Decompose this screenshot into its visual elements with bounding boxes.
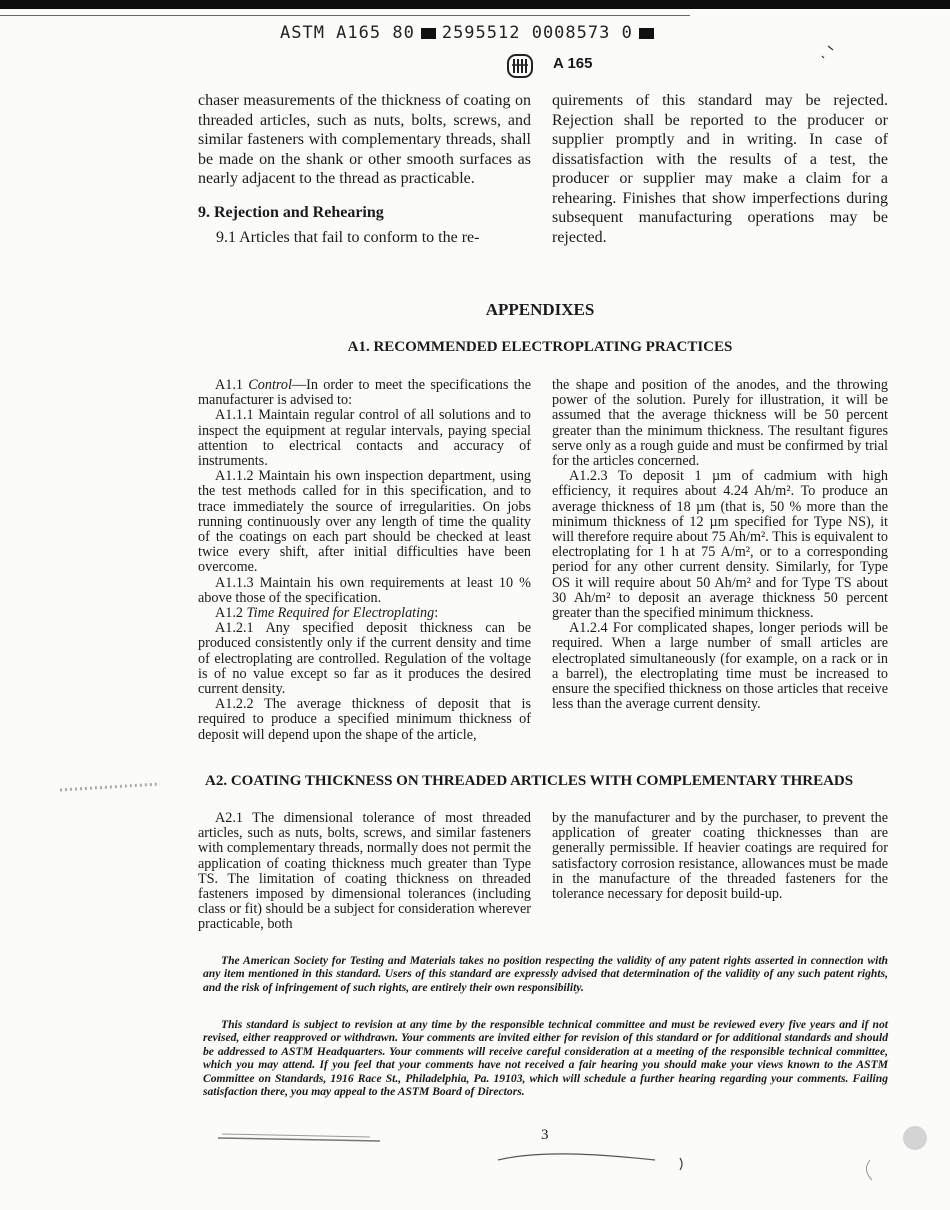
a1-paragraph: A1.1.3 Maintain his own requirements at least 10 % above those of the specification. — [198, 574, 531, 606]
patent-notice: The American Society for Testing and Materials takes no position respecting the validity of any patent rights asserted in connection with any item mentioned in this standard. Users of this standard are expressly advised that determination of the validity of any such patent rights, and the risk of infringement of such rights, are entirely their own responsibility. — [203, 954, 888, 994]
a1-continued-paragraph: the shape and position of the anodes, and the throwing power of the solution. Purely for illustration, it will be assumed that the average thickness will be 50 percent greater than the minimum thickness. The resultant figures serve only as a rough guide and must be confirmed by trial for the articles concerned. — [552, 377, 888, 470]
page-number: 3 — [541, 1127, 549, 1143]
a1-paragraph: A1.2 Time Required for Electroplating: — [215, 605, 439, 622]
header-middle-code: 2595512 0008573 0 — [441, 23, 633, 43]
designation-label: A 165 — [553, 55, 593, 72]
a1-paragraph: A1.2.4 For complicated shapes, longer periods will be required. When a large number of small articles are electroplated simultaneously (for example, on a rack or in a barrel), the electroplating time must be increased to ensure the specified thickness on those articles that receive less than the average current density. — [552, 620, 888, 713]
a1-paragraph: A1.1.1 Maintain regular control of all solutions and to inspect the equipment at regular intervals, paying special attention to electrical contacts and accuracy of instruments. — [198, 407, 532, 470]
continued-paragraph: chaser measurements of the thickness of coating on threaded articles, such as nuts, bolts, screws, and similar fasteners with complementary threads, shall be made on the shank or other smooth surfaces as nearly adjacent to the thread as practicable. — [198, 92, 531, 187]
a1-paragraph: A1.2.3 To deposit 1 µm of cadmium with high efficiency, it requires about 4.24 Ah/m². To produce an average thickness of 18 µm (that is, 50 % more than the minimum thickness of 12 µm specified for Type NS), it will therefore require about 75 Ah/m². This is equivalent to electroplating for 1 h at 75 A/m², or to a corresponding period for any other current density. Similarly, for Type OS it will require about 50 Ah/m² and for Type TS about 30 Ah/m² to deposit an average thickness 50 percent greater than the specified minimum thickness. — [552, 468, 888, 622]
a1-paragraph: A1.1.2 Maintain his own inspection department, using the test methods called for in this specification, and to trace immediately the source of irregularities. On jobs running continuously over any length of time the quality of the coatings on each part should be checked at least twice every shift, after initial difficulties have been overcome. — [198, 468, 532, 576]
revision-notice: This standard is subject to revision at any time by the responsible technical committee and must be reviewed every five years and if not revised, either reapproved or withdrawn. Your comments are invited either for revision of this standard or for additional standards and should be addressed to ASTM Headquarters. Your comments will receive careful consideration at a meeting of the responsible technical committee, which you may attend. If you feel that your comments have not received a fair hearing you should make your views known to the ASTM Committee on Standards, 1916 Race St., Philadelphia, Pa. 19103, which will schedule a further hearing regarding your comments. Failing satisfaction there, you may appeal to the ASTM Board of Directors. — [203, 1018, 888, 1099]
appendix-a1-title: A1. RECOMMENDED ELECTROPLATING PRACTICES — [347, 339, 733, 355]
appendixes-title: APPENDIXES — [485, 300, 595, 319]
a1-paragraph: A1.1 Control—In order to meet the specifications the manufacturer is advised to: — [198, 377, 531, 409]
header-left-code: ASTM A165 80 — [280, 23, 415, 43]
a1-paragraph: A1.2.2 The average thickness of deposit that is required to produce a specified minimum thickness of deposit will depend upon the shape of the article, — [198, 696, 531, 743]
section-9-heading: 9. Rejection and Rehearing — [198, 203, 384, 221]
a1-paragraph: A1.2.1 Any specified deposit thickness can be produced consistently only if the current density and time of electroplating are controlled. Regulation of the voltage is of no value except so far as it produces the desired current density. — [198, 620, 531, 698]
a2-continued-paragraph: by the manufacturer and by the purchaser, to prevent the application of greater coating thicknesses than are generally permissible. If heavier coatings are required for satisfactory corrosion resistance, allowances must be made in the manufacture of the threaded fasteners for the tolerance necessary for deposit build-up. — [552, 810, 888, 903]
a2-paragraph: A2.1 The dimensional tolerance of most threaded articles, such as nuts, bolts, screws, and similar fasteners with complementary threads, normally does not permit the application of coating thickness much greater than Type TS. The limitation of coating thickness on threaded fasteners imposed by dimensional tolerances (including class or fit) should be a subject for consideration wherever practicable, both — [198, 810, 531, 933]
section-9-1-start: 9.1 Articles that fail to conform to the re- — [216, 229, 480, 246]
section-9-1-continued: quirements of this standard may be rejected. Rejection shall be reported to the producer or supplier promptly and in writing. In case of dissatisfaction with the results of a test, the producer or supplier may make a claim for a rehearing. Finishes that show imperfections during subsequent manufacturing operations may be rejected. — [552, 92, 888, 246]
appendix-a2-title: A2. COATING THICKNESS ON THREADED ARTICLES WITH COMPLEMENTARY THREADS — [205, 773, 854, 789]
